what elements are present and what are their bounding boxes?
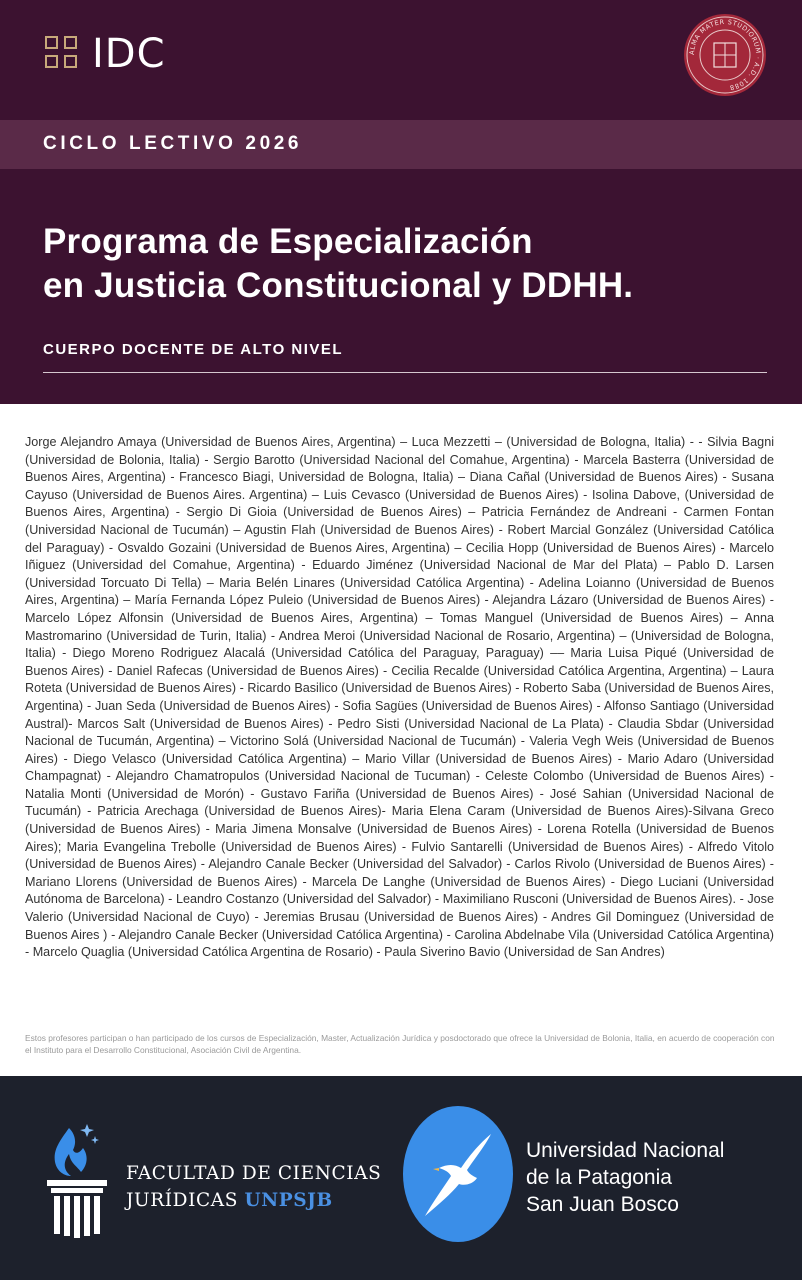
section-subtitle: CUERPO DOCENTE DE ALTO NIVEL — [43, 341, 344, 358]
seal-text: ALMA MATER STUDIORUM · A.D. 1088 — [687, 17, 763, 92]
faculty-name-line-1: FACULTAD DE CIENCIAS — [126, 1163, 382, 1184]
faculty-name-accent: UNPSJB — [244, 1190, 333, 1211]
ciclo-lectivo-label: CICLO LECTIVO 2026 — [43, 133, 303, 154]
title-line-2: en Justicia Constitucional y DDHH. — [43, 266, 634, 305]
faculty-name-line-2 — [126, 1187, 381, 1214]
page-title — [43, 220, 773, 308]
title-line-1: Programa de Especialización — [43, 222, 533, 261]
university-name-line-3: San Juan Bosco — [526, 1193, 679, 1216]
university-name — [526, 1137, 724, 1218]
faculty-list: Jorge Alejandro Amaya (Universidad de Buenos Aires, Argentina) – Luca Mezzetti – (Universidad de Bologna, Italia) - - Silvia Bagni (Universidad de Bolonia, Italia) - Sergio Barotto (Universidad Nacional del Comahue, Argentina) - Marcela Basterra (Universidad de Buenos Aires, Argentina) - Francesco Biagi, Universidad de Bologna, Italia) – Diana Cañal (Universidad de Buenos Aires) - Susana Cayuso (Universidad de Buenos Aires. Argentina) – Luis Cevasco (Universidad de Buenos Aires) - Isolina Dabove, (Universidad de Buenos Aires, Argentina) - Sergio Di Gioia (Universidad de Buenos Aires) – Patricia Fernández de Andreani - Carmen Fontan (Universidad Nacional de Tucumán) – Agustin Flah (Universidad de Buenos Aires) - Robert Marcial González (Universidad Católica del Paraguay) - Osvaldo Gozaini (Universidad de Buenos Aires, Argentina) – Cecilia Hopp (Universidad de Buenos Aires) - Marcelo Iñiguez (Universidad del Comahue, Argentina) - Eduardo Jiménez (Universidad Nacional de Mar del Plata) – Pablo D. Larsen (Universidad Torcuato Di Tella) – Maria Belén Linares (Universidad Católica Argentina) - Adelina Loianno (Universidad de Buenos Aires, Argentina) – María Fernanda López Puleio (Universidad de Buenos Aires) - Alejandra Lázaro (Universidad de Buenos Aires) - Marcelo López Alfonsin (Universidad de Buenos Aires, Argentina) – Tomas Manguel (Universidad de Buenos Aires) – Anna Mastromarino (Universidad de Turin, Italia) - Andrea Meroi (Universidad Nacional de Rosario, Argentina) – (Universidad de Bologna, Italia) - Diego Moreno Rodriguez Alacalá (Universidad Católica del Paraguay, Paraguay) –– Maria Luisa Piqué (Universidad de Buenos Aires) - Daniel Rafecas (Universidad de Buenos Aires) - Cecilia Recalde (Universidad Católica Argentina, Argentina) – Laura Roteta (Universidad de Buenos Aires) - Ricardo Basilico (Universidad de Buenos Aires) - Roberto Saba (Universidad de Buenos Aires, Argentina) - Juan Seda (Universidad de Buenos Aires) - Sofia Sagües (Universidad de Buenos Aires) - Alfonso Santiago (Universidad Austral)- Marcos Salt (Universidad de Buenos Aires) - Pedro Sisti (Universidad Nacional de La Plata) - Claudia Sbdar (Universidad Nacional de Tucumán, Argentina) – Victorino Solá (Universidad Nacional de Tucumán) - Valeria Vegh Weis (Universidad de Buenos Aires) - Diego Velasco (Universidad Católica Argentina) – Mario Villar (Universidad de Buenos Aires) - Mario Adaro (Universidad Champagnat) - Alejandro Chamatropulos (Universidad Nacional de Tucuman) - Celeste Colombo (Universidad de Buenos Aires) - Natalia Monti (Universidad de Morón) - Gustavo Fariña (Universidad de Buenos Aires) - José Sahian (Universidad Nacional de Tucumán) - Patricia Arechaga (Universidad de Buenos Aires)- Maria Elena Caram (Universidad de Buenos Aires)-Silvana Greco (Universidad de Buenos Aires) - Maria Jimena Monsalve (Universidad de Buenos Aires) - Lorena Rotella (Universidad de Buenos Aires); Maria Evangelina Trebolle (Universidad de Buenos Aires) - Fulvio Santarelli (Universidad de Buenos Aires) - Alfredo Vitolo (Universidad de Buenos Aires) - Alejandro Canale Becker (Universidad del Salvador) - Carlos Rivolo (Universidad de Buenos Aires) - Mariano Llorens (Universidad de Buenos Aires) - Marcela De Langhe (Universidad de Buenos Aires) - Diego Luciani (Universidad Autónoma de Barcelona) - Leandro Costanzo (Universidad del Salvador) - Maximiliano Rusconi (Universidad de Buenos Aires). - Jose Valerio (Universidad Nacional de Cuyo) - Jeremias Brusau (Universidad de Buenos Aires) - Andres Gil Dominguez (Universidad de Buenos Aires ) - Alejandro Canale Becker (Universidad Católica Argentina) - Carolina Abdelnabe Vila (Universidad Católica Argentina) - Marcelo Quaglia (Universidad Católica Argentina de Rosario) - Paula Siverino Bavio (Universidad de San Andres) — [25, 435, 774, 960]
university-seal-icon — [683, 13, 767, 97]
albatross-icon — [403, 1106, 513, 1242]
flame-column-icon — [43, 1120, 111, 1240]
brand-name: IDC — [92, 31, 166, 77]
faculty-name-prefix: JURÍDICAS — [126, 1190, 245, 1211]
university-name-line-1: Universidad Nacional — [526, 1139, 725, 1162]
grid-squares-icon — [45, 36, 81, 72]
university-name-line-2: de la Patagonia — [526, 1166, 672, 1189]
faculty-name — [126, 1160, 381, 1214]
divider — [43, 372, 767, 373]
footnote: Estos profesores participan o han participado de los cursos de Especialización, Master, Actualización Jurídica y posdoctorado que ofrece la Universidad de Bolonia, Italia, en acuerdo de cooperación con el Instituto para el Desarrollo Constitucional, Asociación Civil de Argentina. — [25, 1033, 775, 1055]
